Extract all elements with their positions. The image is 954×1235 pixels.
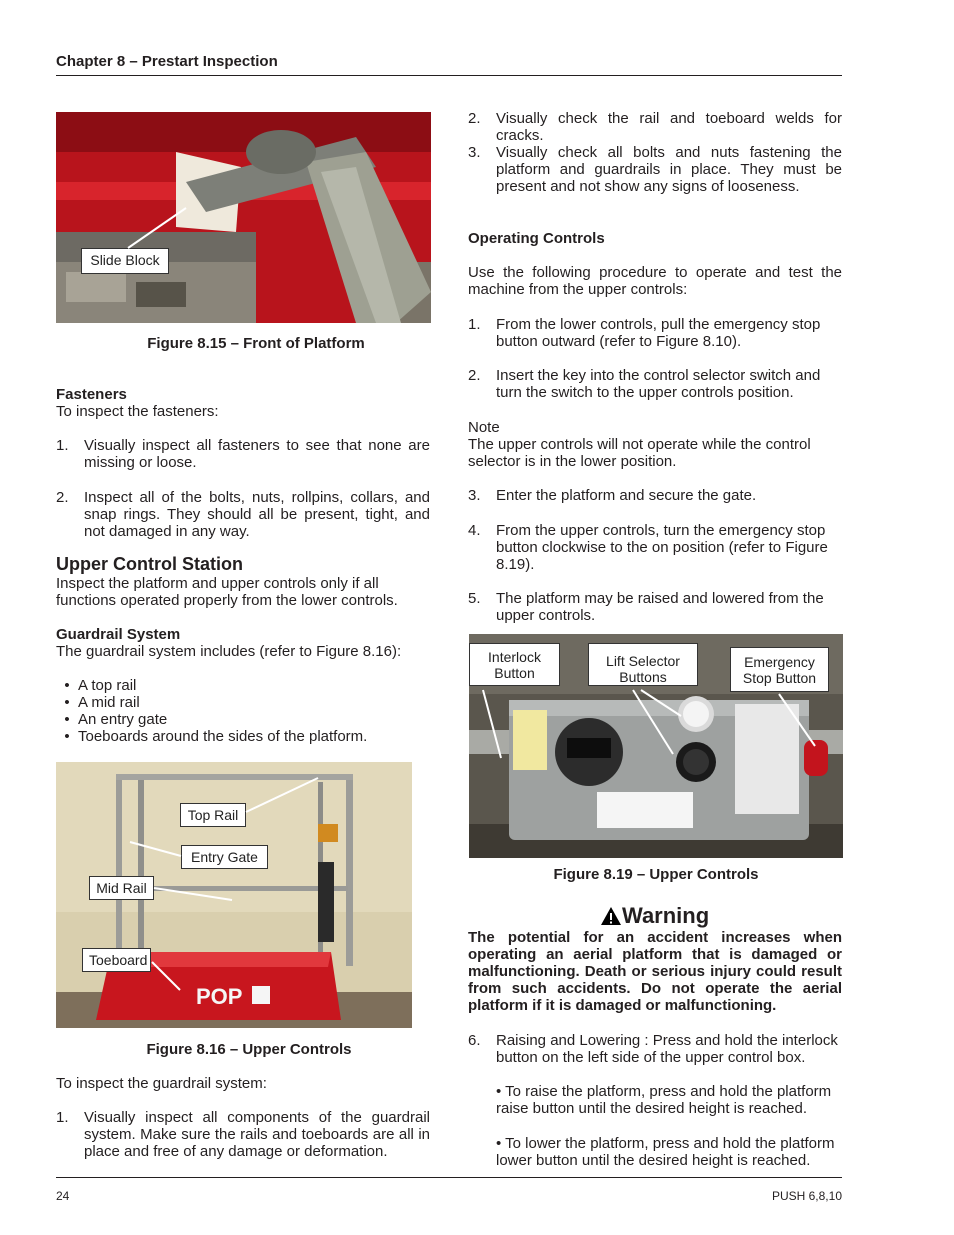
operating-item-5: 5. The platform may be raised and lowered from the upper controls. [468,590,824,624]
entry-gate-label: Entry Gate [181,845,268,869]
figure-8-19-caption: Figure 8.19 – Upper Controls [553,866,759,883]
lift-selector-buttons-label: Lift Selector Buttons [588,643,698,686]
list-item: • A top rail [64,677,137,694]
bolts-item-3: 3. Visually check all bolts and nuts fastening the platform and guardrails in place. They must be present and not show any signs of looseness. [468,144,842,195]
footer-rule [56,1177,842,1178]
mid-rail-label: Mid Rail [89,876,154,900]
emergency-stop-button-label: Emergency Stop Button [730,647,829,692]
page-number: 24 [56,1189,70,1203]
operating-controls-heading: Operating Controls [468,230,605,247]
guardrail-item-1: 1. Visually inspect all components of the guardrail system. Make sure the rails and toeboards are all in place and free of any damage or deformation. [56,1109,430,1160]
fasteners-heading: Fasteners [56,386,127,403]
interlock-button-label: Interlock Button [469,643,560,686]
toeboard-label: Toeboard [82,948,151,972]
pop-up-logo: POP [196,984,243,1009]
lower-instruction: • To lower the platform, press and hold the platform lower button until the desired height is reached. [496,1135,835,1169]
warning-triangle-icon [600,906,622,926]
upper-control-station-text: Inspect the platform and upper controls only if all functions operated properly from the lower controls. [56,575,398,609]
operating-controls-intro: Use the following procedure to operate and test the machine from the upper controls: [468,264,842,298]
operating-item-1: 1. From the lower controls, pull the emergency stop button outward (refer to Figure 8.10). [468,316,821,350]
list-item: • Toeboards around the sides of the platform. [64,728,368,745]
upper-control-station-heading: Upper Control Station [56,554,243,574]
note-text: The upper controls will not operate while the control selector is in the lower position. [468,436,811,470]
inspect-guardrail-intro: To inspect the guardrail system: [56,1075,267,1092]
slide-block-leader [56,112,431,323]
slide-block-label: Slide Block [81,248,169,274]
operating-item-3: 3. Enter the platform and secure the gate. [468,487,757,504]
figure-8-19-leaders [469,634,843,858]
operating-item-4: 4. From the upper controls, turn the emergency stop button clockwise to the on position (refer to Figure 8.19). [468,522,828,573]
guardrail-bullet-list [56,677,430,745]
rail-weld-item-2: 2. Visually check the rail and toeboard welds for cracks. [468,110,842,144]
figure-8-16-leaders [56,762,412,1028]
guardrail-heading: Guardrail System [56,626,181,643]
list-item: • An entry gate [64,711,168,728]
guardrail-intro: The guardrail system includes (refer to Figure 8.16): [56,643,402,660]
chapter-header: Chapter 8 – Prestart Inspection [56,53,278,70]
model-name: PUSH 6,8,10 [771,1189,842,1203]
fasteners-intro: To inspect the fasteners: [56,403,219,420]
top-rail-label: Top Rail [180,803,246,827]
figure-8-16-caption: Figure 8.16 – Upper Controls [146,1041,352,1058]
note-title: Note [468,419,500,436]
header-rule [56,75,842,76]
figure-8-15-caption: Figure 8.15 – Front of Platform [147,335,365,352]
warning-title: Warning [600,903,709,929]
list-item: • A mid rail [64,694,140,711]
fasteners-item-2: 2. Inspect all of the bolts, nuts, rollpins, collars, and snap rings. They should all be present, tight, and not damaged in any way. [56,489,430,540]
warning-text: The potential for an accident increases when operating an aerial platform that is damaged or malfunctioning. Death or serious injury could result from such accidents. Do not operate the aerial platform if it is damaged or malfunctioning. [468,929,842,1014]
raise-instruction: • To raise the platform, press and hold the platform raise button until the desired height is reached. [496,1083,832,1117]
fasteners-item-1: 1. Visually inspect all fasteners to see that none are missing or loose. [56,437,430,471]
raising-lowering-item-6: 6. Raising and Lowering : Press and hold the interlock button on the left side of the upper control box. [468,1032,838,1066]
operating-item-2: 2. Insert the key into the control selector switch and turn the switch to the upper controls position. [468,367,821,401]
